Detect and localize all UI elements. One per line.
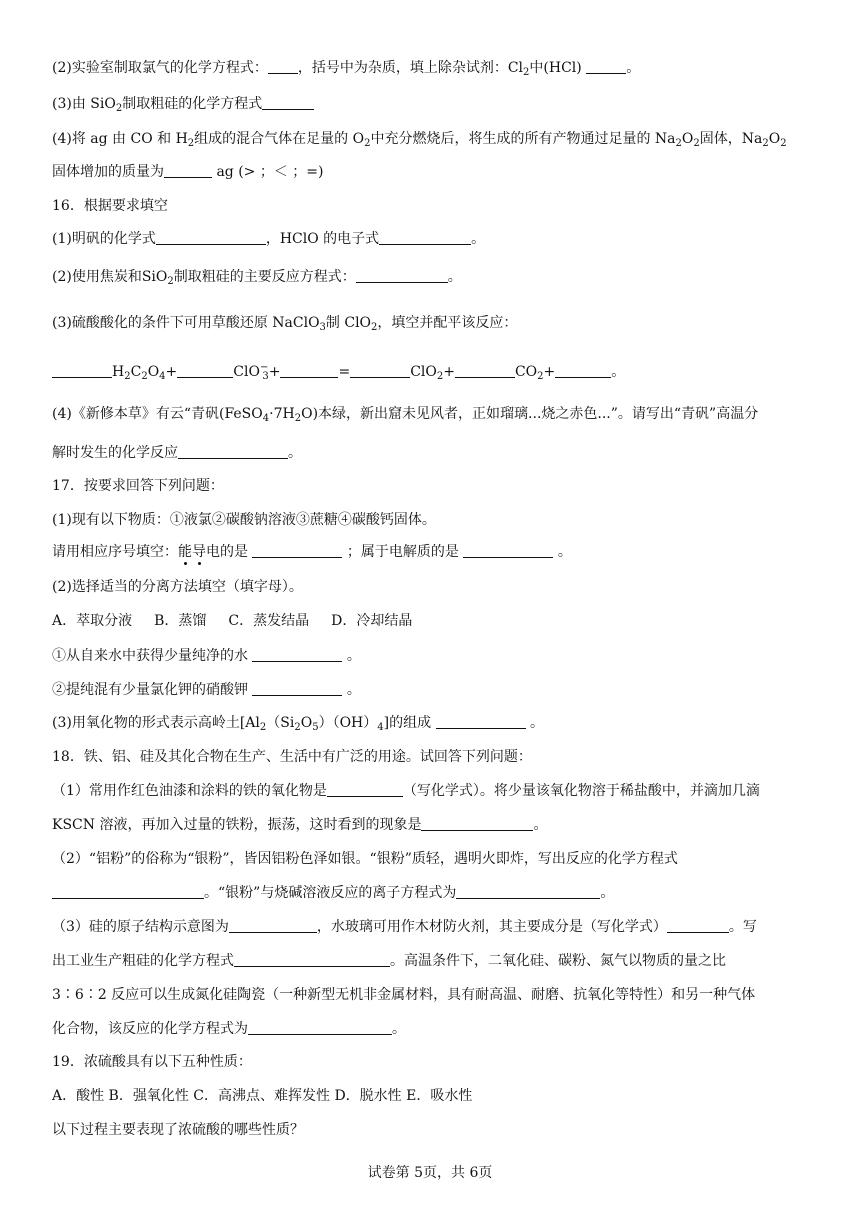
- text: 固体，Na: [699, 131, 763, 147]
- q18-part1-line1: [52, 781, 820, 801]
- option-d: D．冷却结晶: [331, 613, 413, 629]
- answer-blank[interactable]: [356, 268, 448, 283]
- text: 。: [346, 648, 361, 664]
- text: )本绿，新出窟未见风者，正如瑠璃...烧之赤色...”。请写出“青矾”高温分: [312, 406, 759, 422]
- answer-blank[interactable]: [229, 918, 317, 933]
- text: ①从自来水中获得少量纯净的水: [52, 648, 248, 664]
- q15-part3-text: (3)由 SiO: [52, 96, 116, 112]
- text: 电的是: [206, 544, 248, 560]
- subscript: 3: [262, 371, 269, 382]
- text: H: [112, 364, 125, 380]
- coef-blank-3[interactable]: [280, 363, 338, 378]
- text: ，水玻璃可用作木材防火剂，其主要成分是（写化学式）: [316, 919, 667, 935]
- q19-question: 以下过程主要表现了浓硫酸的哪些性质？: [52, 1122, 304, 1138]
- q17-item1: [52, 646, 820, 666]
- text: (2)使用焦炭和SiO: [52, 269, 168, 285]
- product-blank[interactable]: [555, 363, 611, 378]
- answer-blank[interactable]: [436, 714, 526, 729]
- text: ；属于电解质的是: [346, 544, 459, 560]
- subscript: 2: [141, 371, 148, 382]
- text: O: [300, 715, 313, 731]
- answer-blank[interactable]: [234, 952, 390, 967]
- text: CO: [514, 364, 538, 380]
- answer-blank[interactable]: [421, 816, 533, 831]
- q19-options: A．酸性 B．强氧化性 C．高沸点、难挥发性 D．脱水性 E．吸水性: [52, 1088, 473, 1104]
- text: FeSO: [224, 406, 263, 422]
- q16-part1: [52, 229, 820, 249]
- text: (1)明矾的化学式: [52, 231, 156, 247]
- text: 。高温条件下，二氧化硅、碳粉、氮气以物质的量之比: [390, 953, 726, 969]
- q16-part4-line1: [52, 404, 820, 429]
- answer-blank[interactable]: [667, 918, 729, 933]
- text: ClO: [233, 364, 260, 380]
- text: KSCN 溶液，再加入过量的铁粉，振荡，这时看到的现象是: [52, 817, 422, 833]
- text: 。: [288, 445, 302, 461]
- text: 固体增加的质量为: [52, 164, 164, 180]
- subscript: 2: [187, 138, 195, 149]
- subscript: 2: [294, 722, 301, 733]
- q15-part3: [52, 94, 820, 119]
- q17-part2: (2)选择适当的分离方法填空（填字母）。: [52, 579, 303, 595]
- text: 。: [447, 269, 462, 285]
- option-b: B．蒸馏: [154, 613, 207, 629]
- answer-blank[interactable]: [268, 59, 298, 74]
- plus: +: [543, 364, 556, 380]
- text: 。: [533, 817, 548, 833]
- answer-blank[interactable]: [463, 543, 553, 558]
- q19-title: 19．浓硫酸具有以下五种性质：: [52, 1054, 252, 1070]
- answer-blank[interactable]: [262, 95, 314, 110]
- coef-blank-4[interactable]: [350, 363, 410, 378]
- text: 组成的混合气体在足量的 O: [194, 131, 365, 147]
- text: O: [301, 406, 313, 422]
- text: O: [768, 131, 781, 147]
- subscript: 3: [319, 322, 326, 333]
- text: C: [130, 364, 142, 380]
- answer-blank[interactable]: [248, 1020, 392, 1035]
- q18-part1-line2: [52, 815, 820, 835]
- q17-part3: [52, 713, 820, 738]
- text: 。写: [728, 919, 757, 935]
- q15-part2-text: (2)实验室制取氯气的化学方程式：: [52, 60, 268, 76]
- q15-part4-line2: [52, 162, 820, 182]
- answer-blank[interactable]: [586, 59, 626, 74]
- q16-equation: [52, 358, 820, 387]
- plus: +: [268, 364, 281, 380]
- subscript: 2: [259, 722, 267, 733]
- q15-part2-mid: ，括号中为杂质，填上除杂试剂：Cl: [297, 60, 524, 76]
- q18-part3-line3: 3∶6∶2 反应可以生成氮化硅陶瓷（一种新型无机非金属材料，具有耐高温、耐磨、抗氧化等特性）和另一种气体: [52, 987, 756, 1003]
- q18-part2-line1: （2）“铝粉”的俗称为“银粉”，皆因铝粉色泽如银。“银粉”质轻，遇明火即炸，写出反应的化学方程式: [52, 851, 678, 867]
- answer-blank[interactable]: [252, 543, 342, 558]
- subscript: 2: [436, 371, 444, 382]
- subscript: 2: [124, 371, 131, 382]
- q16-part2: [52, 267, 820, 292]
- text: （3）硅的原子结构示意图为: [52, 919, 229, 935]
- subscript: 2: [523, 67, 530, 78]
- text: O: [147, 364, 160, 380]
- q18-part3-line1: [52, 917, 820, 937]
- text: 。“银粉”与烧碱溶液反应的离子方程式为: [204, 885, 457, 901]
- q15-part3-post: 制取粗硅的化学方程式: [122, 96, 263, 112]
- text: 中充分燃烧后，将生成的所有产物通过足量的 Na: [370, 131, 676, 147]
- q16-part4-line2: [52, 443, 820, 463]
- q17-part1-fill: [52, 542, 820, 562]
- coef-blank-1[interactable]: [52, 363, 112, 378]
- punct: 。: [611, 364, 626, 380]
- q18-part3-line4: [52, 1019, 820, 1039]
- subscript: 2: [294, 413, 302, 424]
- q17-title: 17．按要求回答下列问题：: [52, 478, 224, 494]
- punct: 。: [626, 60, 641, 76]
- option-a: A．萃取分液: [52, 613, 133, 629]
- answer-blank[interactable]: [379, 230, 471, 245]
- q15-part2: [52, 58, 820, 83]
- plus: +: [443, 364, 455, 380]
- subscript: 4: [262, 413, 270, 424]
- subscript: 2: [364, 138, 371, 149]
- superscript: −: [259, 362, 269, 373]
- q15-part2-post: 中(HCl): [529, 60, 582, 76]
- q16-part3: [52, 313, 820, 338]
- text: （Si: [266, 715, 295, 731]
- text: 出工业生产粗硅的化学方程式: [52, 953, 234, 969]
- text: （1）常用作红色油漆和涂料的铁的氧化物是: [52, 783, 327, 799]
- text: ]的组成: [383, 715, 432, 731]
- q17-part1: (1)现有以下物质：①液氯②碳酸钠溶液③蔗糖④碳酸钙固体。: [52, 512, 436, 528]
- text: 。: [600, 885, 615, 901]
- text: (4)将 ag 由 CO 和 H: [52, 131, 188, 147]
- plus: +: [165, 364, 178, 380]
- text: 。: [346, 682, 361, 698]
- answer-blank[interactable]: [252, 647, 342, 662]
- q16-title: 16．根据要求填空: [52, 198, 168, 214]
- text: (3)硫酸酸化的条件下可用草酸还原 NaClO: [52, 315, 320, 331]
- q18-title: 18．铁、铝、硅及其化合物在生产、生活中有广泛的用途。试回答下列问题：: [52, 749, 532, 765]
- answer-blank[interactable]: [156, 230, 266, 245]
- page-footer: 试卷第 5页，共 6页: [367, 1165, 493, 1181]
- answer-blank[interactable]: [327, 782, 403, 797]
- subscript: 2: [537, 371, 544, 382]
- answer-blank[interactable]: [456, 884, 600, 899]
- answer-blank[interactable]: [164, 163, 212, 178]
- option-c: C．蒸发结晶: [228, 613, 310, 629]
- text: 。: [557, 544, 572, 560]
- q18-part2-line2: [52, 883, 820, 903]
- text: 请用相应序号填空：: [52, 544, 178, 560]
- text: 制 ClO: [325, 315, 372, 331]
- text: ，HClO 的电子式: [265, 231, 380, 247]
- subscript: 2: [762, 138, 769, 149]
- equals: =: [338, 364, 351, 380]
- subscript: 2: [693, 138, 700, 149]
- text: ②提纯混有少量氯化钾的硝酸钾: [52, 682, 248, 698]
- q18-part3-line2: [52, 951, 820, 971]
- subscript: 2: [115, 103, 123, 114]
- coef-blank-2[interactable]: [177, 363, 233, 378]
- q17-options: [52, 611, 820, 631]
- text: ·7H: [269, 406, 295, 422]
- answer-blank[interactable]: [252, 681, 342, 696]
- q17-item2: [52, 680, 820, 700]
- emphasis-char: 能: [178, 544, 192, 560]
- subscript: 2: [780, 138, 787, 149]
- text: 化合物，该反应的化学方程式为: [52, 1021, 248, 1037]
- text: （写化学式）。将少量该氧化物溶于稀盐酸中，并滴加几滴: [402, 783, 760, 799]
- text: 。: [392, 1021, 406, 1037]
- subscript: 2: [371, 322, 378, 333]
- subscript: 4: [377, 722, 384, 733]
- coef-blank-5[interactable]: [455, 363, 515, 378]
- text: ）（OH）: [318, 715, 378, 731]
- text: 。: [471, 231, 486, 247]
- answer-blank[interactable]: [52, 884, 204, 899]
- text: 制取粗硅的主要反应方程式：: [173, 269, 356, 285]
- subscript: 5: [312, 722, 319, 733]
- q15-part4-line1: [52, 129, 820, 154]
- text: ，填空并配平该反应：: [377, 315, 518, 331]
- text: 解时发生的化学反应: [52, 445, 178, 461]
- subscript: 2: [675, 138, 682, 149]
- text: ag (> ；＜ ；=): [216, 164, 324, 180]
- text: (3)用氧化物的形式表示高岭土[Al: [52, 715, 260, 731]
- text: O: [681, 131, 694, 147]
- answer-blank[interactable]: [178, 444, 288, 459]
- text: ClO: [410, 364, 437, 380]
- emphasis-char: 导: [192, 544, 206, 560]
- subscript: 2: [167, 276, 174, 287]
- text: (4)《新修本草》有云“青矾(: [52, 406, 225, 422]
- subscript: 4: [159, 371, 166, 382]
- text: 。: [530, 715, 545, 731]
